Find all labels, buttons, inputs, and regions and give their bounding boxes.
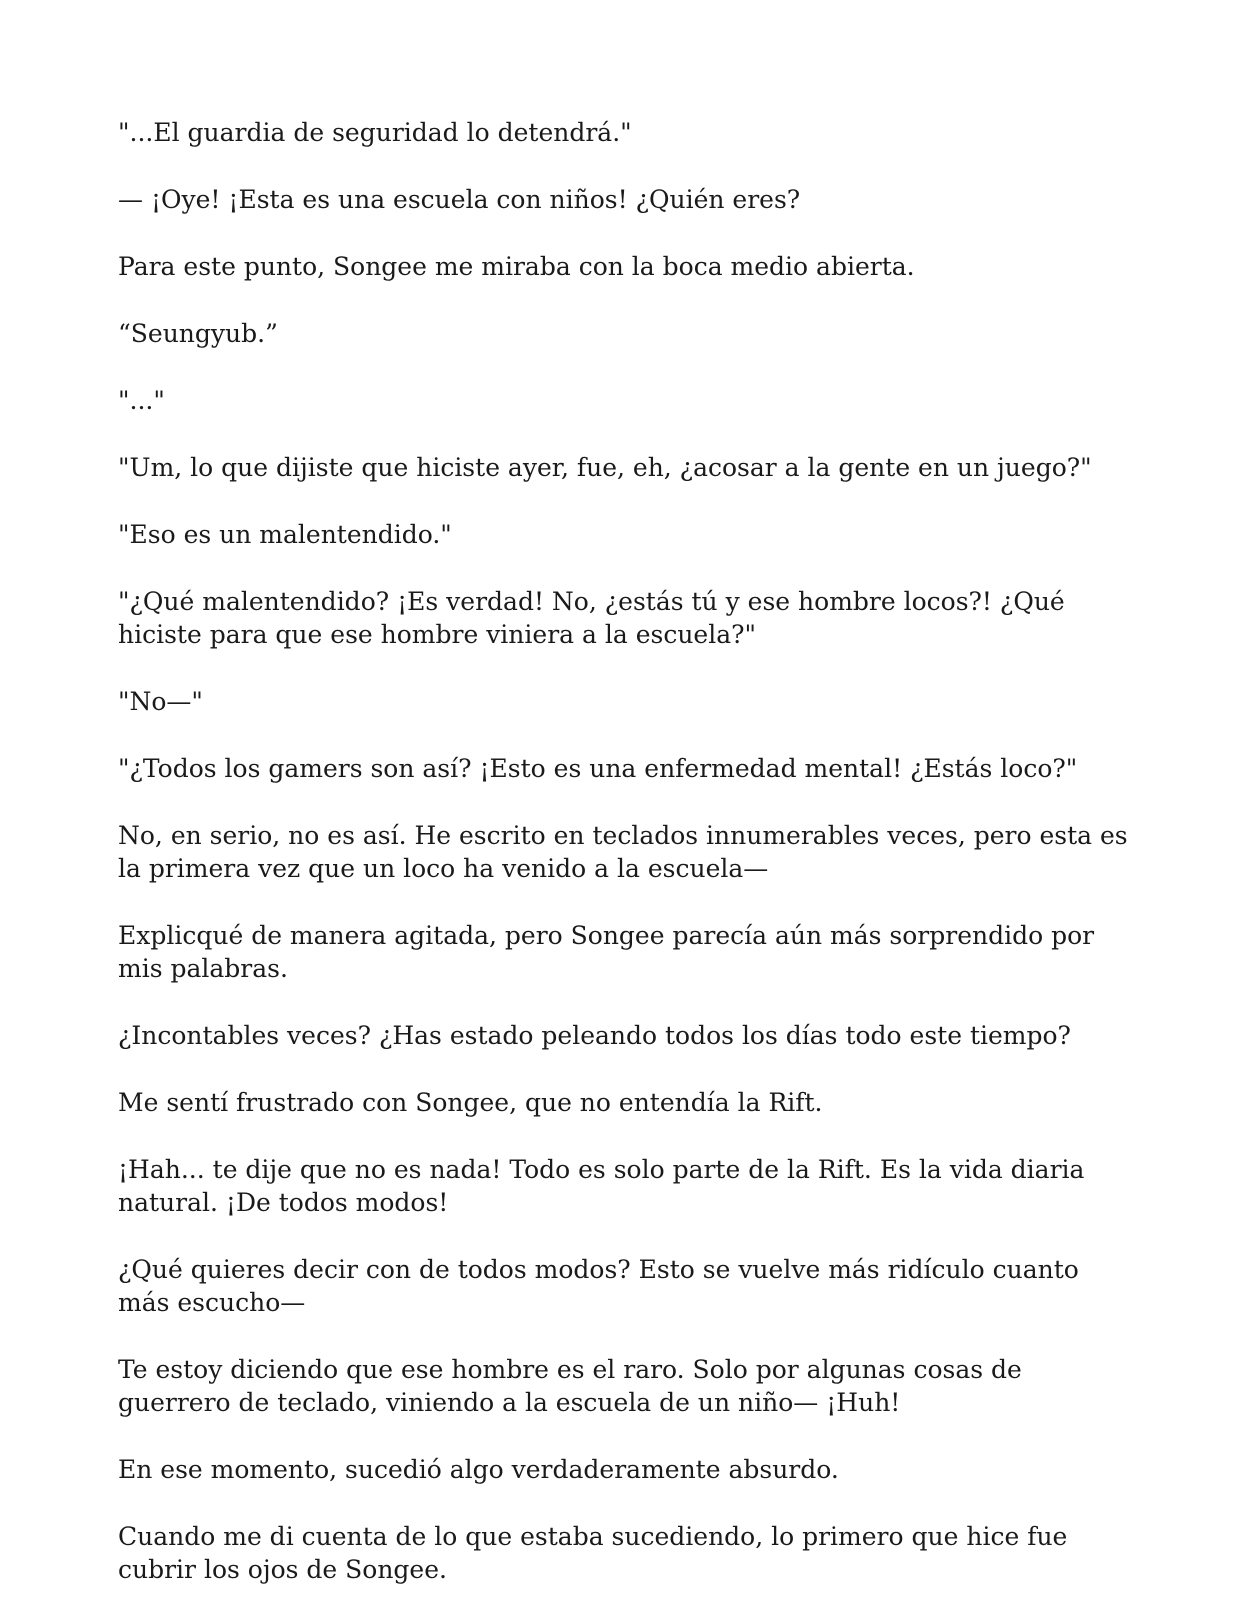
paragraph: ¿Incontables veces? ¿Has estado peleando todos los días todo este tiempo? bbox=[118, 1021, 1071, 1050]
paragraph: "No—" bbox=[118, 687, 203, 716]
paragraph: "..." bbox=[118, 386, 165, 415]
paragraph: — ¡Oye! ¡Esta es una escuela con niños! ¿Quién eres? bbox=[118, 185, 801, 214]
paragraph: "Um, lo que dijiste que hiciste ayer, fue, eh, ¿acosar a la gente en un juego?" bbox=[118, 453, 1092, 482]
paragraph: Explicqué de manera agitada, pero Songee parecía aún más sorprendido por mis palabras. bbox=[118, 921, 1095, 983]
paragraph: En ese momento, sucedió algo verdaderamente absurdo. bbox=[118, 1455, 839, 1484]
paragraph: Para este punto, Songee me miraba con la boca medio abierta. bbox=[118, 252, 915, 281]
paragraph: No, en serio, no es así. He escrito en teclados innumerables veces, pero esta es la primera vez que un loco ha venido a la escuela— bbox=[118, 821, 1128, 883]
paragraph: "¿Qué malentendido? ¡Es verdad! No, ¿estás tú y ese hombre locos?! ¿Qué hiciste para que ese hombre viniera a la escuela?" bbox=[118, 587, 1065, 649]
document-body bbox=[118, 116, 1128, 1617]
paragraph: "Eso es un malentendido." bbox=[118, 520, 452, 549]
paragraph: ¡Hah... te dije que no es nada! Todo es solo parte de la Rift. Es la vida diaria natural. ¡De todos modos! bbox=[118, 1155, 1085, 1217]
paragraph: Me sentí frustrado con Songee, que no entendía la Rift. bbox=[118, 1088, 823, 1117]
paragraph: Te estoy diciendo que ese hombre es el raro. Solo por algunas cosas de guerrero de teclado, viniendo a la escuela de un niño— ¡Huh! bbox=[118, 1355, 1022, 1417]
paragraph: “Seungyub.” bbox=[118, 319, 278, 348]
paragraph: "...El guardia de seguridad lo detendrá." bbox=[118, 118, 632, 147]
paragraph: Cuando me di cuenta de lo que estaba sucediendo, lo primero que hice fue cubrir los ojos de Songee. bbox=[118, 1522, 1068, 1584]
paragraph: ¿Qué quieres decir con de todos modos? Esto se vuelve más ridículo cuanto más escucho— bbox=[118, 1255, 1079, 1317]
paragraph: "¿Todos los gamers son así? ¡Esto es una enfermedad mental! ¿Estás loco?" bbox=[118, 754, 1078, 783]
